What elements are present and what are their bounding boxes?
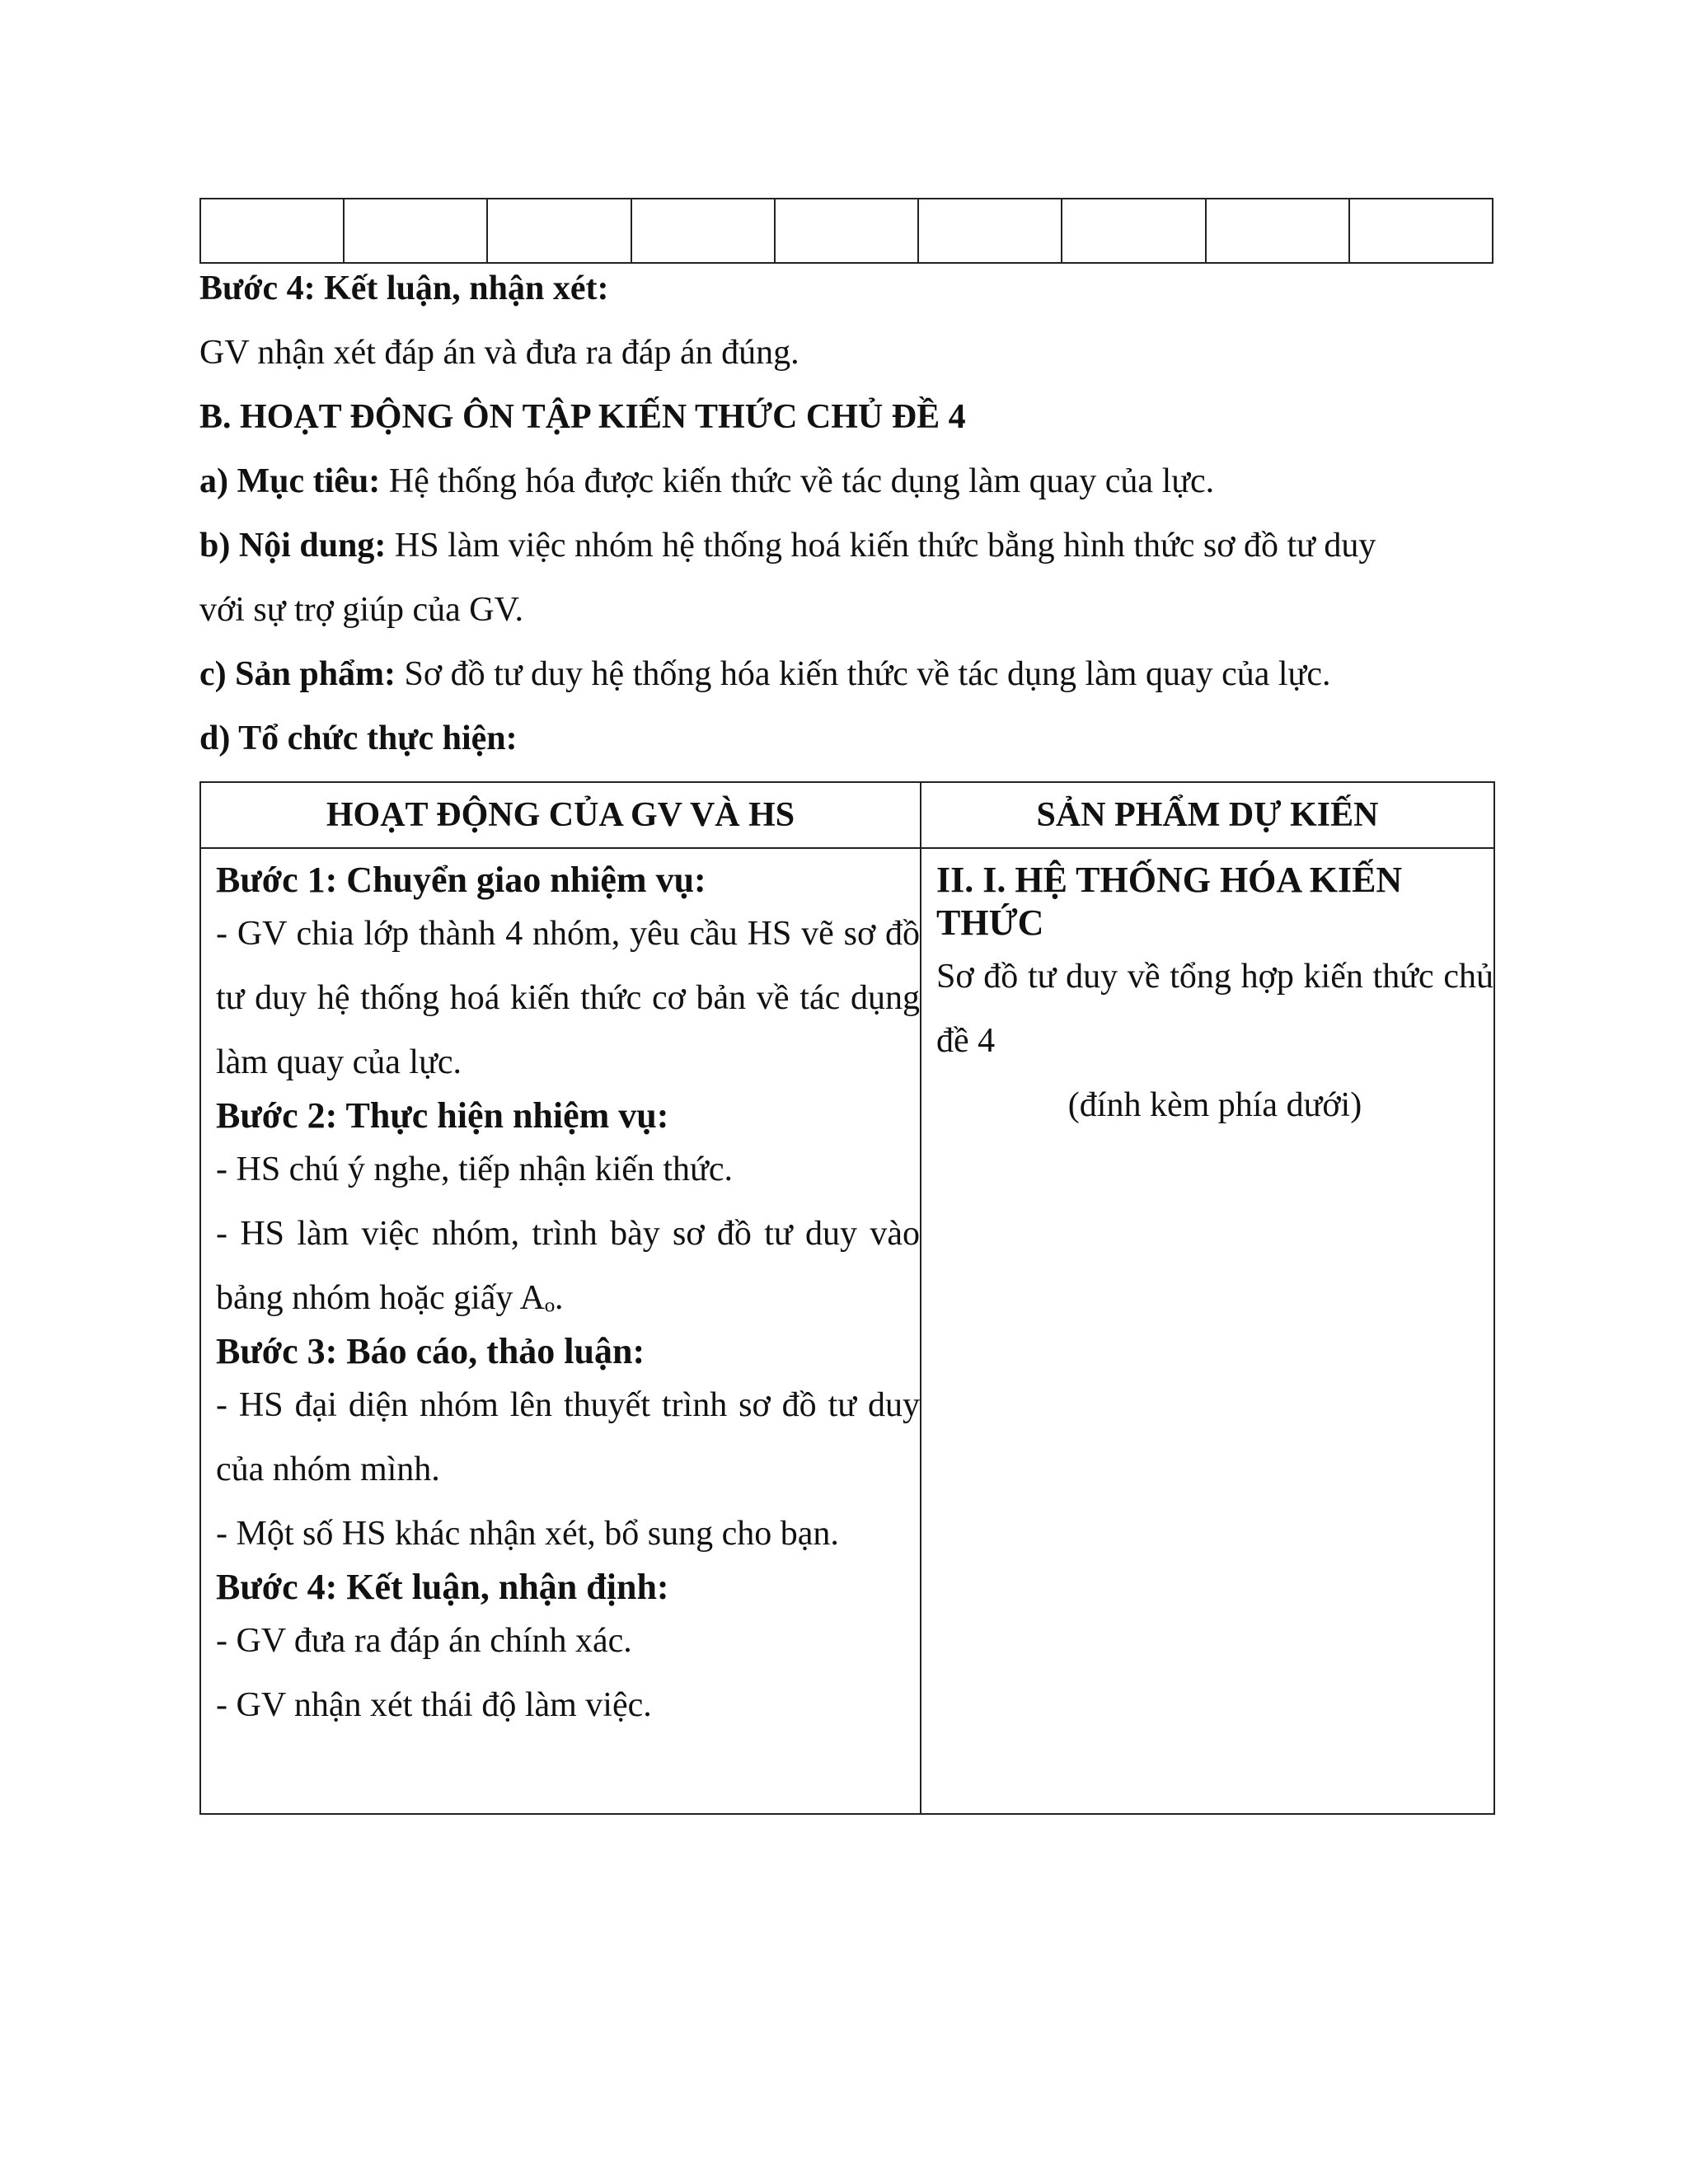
product-text: Sơ đồ tư duy hệ thống hóa kiến thức về tác dụng làm quay của lực. <box>396 655 1331 693</box>
step1-text: - GV chia lớp thành 4 nhóm, yêu cầu HS vẽ sơ đồ tư duy hệ thống hoá kiến thức cơ bản về tác dụng làm quay của lực. <box>216 915 920 1081</box>
step4-conclusion-text-1: - GV đưa ra đáp án chính xác. <box>216 1622 632 1660</box>
product-label: c) Sản phẩm: <box>199 655 396 693</box>
activities-cell <box>200 848 921 1814</box>
answer-grid-row <box>200 199 1493 263</box>
step2-text-1: - HS chú ý nghe, tiếp nhận kiến thức. <box>216 1151 733 1188</box>
organization-label: d) Tổ chức thực hiện: <box>199 719 518 757</box>
answer-grid-cell <box>1206 199 1349 263</box>
step4-conclusion-text-2: - GV nhận xét thái độ làm việc. <box>216 1686 652 1724</box>
product-line <box>199 653 1330 696</box>
content-line <box>199 524 1376 567</box>
content-text: HS làm việc nhóm hệ thống hoá kiến thức bằng hình thức sơ đồ tư duy <box>386 527 1376 565</box>
step3-text-1: - HS đại diện nhóm lên thuyết trình sơ đồ tư duy của nhóm mình. <box>216 1386 920 1488</box>
answer-grid-cell <box>918 199 1062 263</box>
section-b-title: B. HOẠT ĐỘNG ÔN TẬP KIẾN THỨC CHỦ ĐỀ 4 <box>199 398 966 436</box>
objective-line <box>199 460 1214 503</box>
header-activities: HOẠT ĐỘNG CỦA GV VÀ HS <box>200 782 921 848</box>
answer-grid-cell <box>1062 199 1205 263</box>
step3-title: Bước 3: Báo cáo, thảo luận: <box>216 1331 645 1371</box>
activity-table-header-row <box>200 782 1494 848</box>
answer-grid-cell <box>344 199 487 263</box>
step4-text: GV nhận xét đáp án và đưa ra đáp án đúng. <box>199 334 799 372</box>
step2-text-2: - HS làm việc nhóm, trình bày sơ đồ tư duy vào bảng nhóm hoặc giấy Aₒ. <box>216 1215 920 1317</box>
answer-grid-cell <box>1349 199 1493 263</box>
step2-title: Bước 2: Thực hiện nhiệm vụ: <box>216 1095 669 1136</box>
systematization-heading: II. I. HỆ THỐNG HÓA KIẾN THỨC <box>936 860 1403 943</box>
objective-text: Hệ thống hóa được kiến thức về tác dụng làm quay của lực. <box>380 462 1215 500</box>
mindmap-description: Sơ đồ tư duy về tổng hợp kiến thức chủ đề 4 <box>936 958 1493 1060</box>
activity-table <box>199 781 1495 1815</box>
answer-grid-cell <box>487 199 631 263</box>
answer-grid-cell <box>200 199 344 263</box>
step4-heading: Bước 4: Kết luận, nhận xét: <box>199 269 609 307</box>
expected-product-cell <box>921 848 1494 1814</box>
attachment-note: (đính kèm phía dưới) <box>1067 1086 1362 1124</box>
answer-grid-cell <box>631 199 775 263</box>
step1-title: Bước 1: Chuyển giao nhiệm vụ: <box>216 860 706 900</box>
step3-text-2: - Một số HS khác nhận xét, bổ sung cho bạn. <box>216 1515 839 1553</box>
header-expected-product: SẢN PHẨM DỰ KIẾN <box>921 782 1494 848</box>
objective-label: a) Mục tiêu: <box>199 462 381 500</box>
activity-table-body-row <box>200 848 1494 1814</box>
answer-grid-cell <box>775 199 918 263</box>
content-line-2: với sự trợ giúp của GV. <box>199 591 524 629</box>
content-label: b) Nội dung: <box>199 527 387 565</box>
answer-grid-table <box>199 198 1493 264</box>
step4-conclusion-title: Bước 4: Kết luận, nhận định: <box>216 1567 669 1607</box>
